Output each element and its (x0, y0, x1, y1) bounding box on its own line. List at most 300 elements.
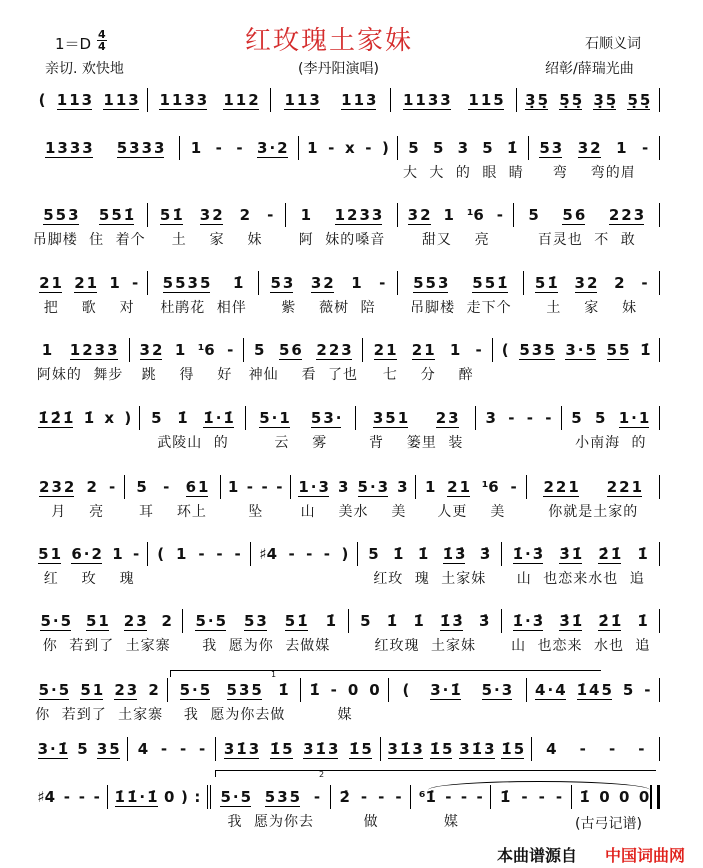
note-symbol: 3 (318, 477, 329, 496)
source-site: 中国词曲网 (605, 846, 686, 865)
note-symbol: · (631, 408, 637, 427)
note-symbol: · (192, 680, 198, 699)
beam-group (482, 681, 513, 700)
beam-group (195, 612, 226, 631)
score-row (30, 737, 660, 785)
note-symbol: · (139, 787, 146, 806)
measure-notes (291, 475, 416, 499)
note-symbol: 5 (534, 273, 546, 292)
note-symbol: 2 (323, 273, 334, 292)
note-symbol: 5 (360, 612, 371, 630)
note-symbol: 1̇ (269, 739, 281, 758)
lyric (30, 162, 180, 184)
beam-group (40, 612, 71, 631)
note-symbol: 2 (151, 340, 163, 359)
note-symbol: 2 (74, 273, 85, 292)
note-symbol: 5 (484, 273, 496, 292)
note-symbol: 1 (353, 90, 365, 109)
measure-notes (356, 406, 476, 430)
measure-notes (30, 271, 148, 295)
score-row (30, 338, 660, 386)
measure-notes (532, 737, 660, 761)
score-row (30, 88, 660, 136)
measure-notes (259, 271, 398, 295)
note-symbol: 3̇ (479, 545, 491, 563)
beam-group (45, 139, 93, 158)
beam-group (70, 341, 118, 360)
note-symbol: - (360, 788, 368, 806)
note-symbol: 1̇ (393, 545, 404, 563)
note-symbol: · (525, 611, 531, 630)
lyric: 坠 (248, 504, 264, 520)
note-symbol: · (310, 477, 317, 496)
note-symbol: 3̇ (559, 611, 570, 630)
measure (502, 542, 661, 590)
note-symbol: · (547, 680, 554, 699)
note-symbol: ) (381, 139, 389, 157)
note-symbol: - (93, 788, 100, 806)
measure-notes (358, 542, 501, 566)
measure-notes (529, 136, 660, 160)
note-symbol: 3 (129, 138, 140, 157)
note-symbol: 2 (347, 205, 358, 224)
note-symbol: - (276, 478, 283, 496)
note-symbol: - (306, 545, 313, 563)
note-symbol: 5 (284, 611, 296, 630)
note-symbol: 2 (435, 408, 447, 427)
note-symbol: - (288, 545, 295, 563)
note-symbol: 5 (38, 544, 49, 563)
note-symbol: 5 (562, 205, 573, 224)
time-signature (97, 29, 107, 52)
measure-notes (180, 136, 298, 160)
beam-group (430, 681, 461, 700)
note-symbol: - (638, 740, 645, 758)
note-symbol: 5 (43, 205, 54, 224)
note-symbol: ¹6 (466, 206, 484, 224)
note-symbol: 0 (599, 788, 610, 806)
beam-group (335, 206, 383, 225)
note-symbol: · (577, 340, 584, 359)
lyric (299, 162, 398, 184)
note-symbol: · (335, 408, 342, 427)
note-symbol: 5 (361, 739, 372, 758)
note-symbol: 4 (589, 680, 600, 699)
measure (411, 785, 491, 833)
beam-group (565, 341, 596, 360)
lyric: 七 分 醉 (382, 367, 474, 383)
measure (30, 271, 148, 319)
note-symbol: 4 (555, 680, 566, 699)
note-symbol: 3 (457, 139, 469, 157)
volta-label: 1 (271, 670, 277, 679)
note-symbol: 5 (385, 408, 396, 427)
measure (148, 88, 270, 136)
measure-notes (391, 88, 516, 112)
note-symbol: 6 (291, 340, 302, 359)
lyric: 跳 得 好 (141, 367, 233, 383)
note-symbol: · (525, 544, 531, 563)
beam-group (447, 478, 470, 497)
lyric: 山 美水 美 (300, 504, 407, 520)
note-symbol: 5 (357, 477, 368, 496)
lyric (491, 811, 571, 833)
note-symbol: - (395, 788, 402, 806)
note-symbol: 3 (501, 680, 513, 699)
note-symbol: 5 (215, 611, 227, 630)
note-symbol: 1̇ (417, 545, 429, 563)
measure (291, 475, 416, 523)
measure (148, 542, 250, 590)
note-symbol: 3 (37, 739, 48, 758)
note-symbol: 1̇ (172, 205, 183, 224)
note-symbol: 2 (373, 340, 385, 359)
measure (30, 542, 148, 590)
note-symbol: 3 (448, 408, 459, 427)
lyricist: 石顺义词 (585, 36, 641, 52)
lyric: 做 (363, 814, 379, 830)
note-symbol: 2̇ (598, 544, 609, 563)
measure-notes (108, 785, 210, 809)
note-symbol: 1̇ (386, 612, 398, 630)
measure (517, 88, 660, 136)
note-symbol: 5 (253, 341, 265, 359)
note-symbol: 1̇ (223, 408, 234, 427)
note-symbol: 1̇ (315, 739, 326, 758)
beam-group (279, 341, 302, 360)
note-symbol: 2 (161, 612, 172, 630)
note-symbol: - (313, 788, 321, 806)
beam-group (163, 274, 211, 293)
measure-notes (398, 271, 523, 295)
note-symbol: 3 (68, 205, 79, 224)
measure (148, 271, 258, 319)
beam-group (436, 409, 459, 428)
measure (532, 737, 660, 785)
note-symbol: 1̇ (637, 545, 648, 563)
beam-group (535, 274, 558, 293)
measure (108, 785, 210, 833)
measure (168, 678, 300, 726)
beam-group (559, 545, 582, 564)
measure-notes (30, 338, 130, 362)
lyric: 山 也恋来 水也 追 (511, 638, 651, 654)
lyric (180, 162, 298, 184)
note-symbol: 5 (60, 611, 72, 630)
volta-label: 2 (319, 770, 325, 779)
measure-notes (30, 203, 148, 227)
score-row (30, 609, 660, 657)
note-symbol: 1 (50, 544, 62, 563)
measure-notes (30, 542, 148, 566)
note-symbol: - (78, 788, 85, 806)
note-symbol: 1̇ (497, 273, 508, 292)
note-symbol: 5 (259, 408, 270, 427)
beam-group (97, 740, 120, 759)
note-symbol: 5 (425, 273, 436, 292)
note-symbol: 5̣ (559, 90, 570, 109)
measure (130, 338, 243, 386)
note-symbol: 3̣ (525, 90, 536, 109)
beam-group (559, 612, 582, 631)
measure (216, 737, 382, 785)
beam-group (468, 91, 503, 110)
note-symbol: - (63, 788, 70, 806)
measure-notes (211, 785, 331, 809)
beam-group (311, 409, 342, 428)
note-symbol: 1̇ (399, 739, 411, 758)
measure-notes (221, 475, 291, 499)
beam-group (535, 681, 566, 700)
lyric: 背 篓里 装 (369, 435, 464, 451)
note-symbol: - (267, 206, 274, 224)
measure-notes (524, 271, 660, 295)
beam-group (513, 612, 544, 631)
note-symbol: 5 (195, 611, 206, 630)
lyric: 山 也恋来水也 追 (516, 571, 645, 587)
note-symbol: 1 (92, 680, 104, 699)
lyric (30, 811, 108, 833)
beam-group (577, 681, 612, 700)
note-symbol: 1 (176, 545, 187, 563)
measure-notes (493, 338, 660, 362)
note-symbol: 2̇ (339, 788, 350, 806)
note-symbol: ( (402, 681, 410, 699)
note-symbol: - (215, 139, 222, 157)
lyric: 云 雾 (274, 435, 328, 451)
note-symbol: 5 (493, 90, 504, 109)
beam-group (578, 139, 601, 158)
note-symbol: - (642, 139, 649, 157)
note-symbol: 5 (368, 545, 379, 563)
note-symbol: 3 (154, 138, 165, 157)
note-symbol: - (496, 206, 504, 224)
note-symbol: 5 (179, 680, 191, 699)
lyric: 吊脚楼 住 着个 (32, 232, 146, 248)
note-symbol: 1̇ (83, 409, 95, 427)
note-symbol: 0 (619, 788, 630, 806)
note-symbol: 2̇ (50, 408, 61, 427)
note-symbol: - (521, 788, 528, 806)
note-symbol: 3 (223, 739, 235, 758)
lyric (30, 432, 140, 454)
note-symbol: 3̇ (478, 612, 490, 630)
note-symbol: 1̇ (579, 788, 590, 806)
note-symbol: 1 (86, 273, 98, 292)
note-symbol: 5 (270, 273, 281, 292)
note-symbol: 5 (413, 273, 424, 292)
note-symbol: · (83, 544, 90, 563)
beam-group (539, 139, 562, 158)
lyric (527, 704, 660, 726)
note-symbol: 1̇ (123, 205, 135, 224)
composer: 绍彰/薛瑞光曲 (545, 61, 634, 77)
note-symbol: ( (38, 91, 46, 109)
beam-group (200, 206, 223, 225)
note-symbol: 5 (408, 139, 419, 157)
note-symbol: ♯4 (259, 545, 278, 563)
lyric (30, 114, 148, 136)
measure (502, 609, 661, 657)
measure-notes (517, 88, 660, 112)
note-symbol: 5 (136, 478, 147, 496)
note-symbol: 1 (56, 90, 68, 109)
note-symbol: 3 (139, 340, 150, 359)
note-symbol: - (236, 139, 243, 157)
note-symbol: 1̇ (547, 273, 558, 292)
note-symbol: - (476, 788, 483, 806)
note-symbol: 0 (369, 681, 380, 699)
beam-group (440, 612, 463, 631)
beam-group (186, 478, 209, 497)
note-symbol: 1 (341, 90, 352, 109)
note-symbol: - (508, 409, 515, 427)
note-symbol: - (365, 139, 372, 157)
note-symbol: 3 (371, 205, 383, 224)
note-symbol: - (261, 478, 268, 496)
beam-group (38, 545, 61, 564)
note-symbol: 5 (289, 787, 301, 806)
lyric: 小南海 的 (575, 435, 647, 451)
beam-group (559, 91, 582, 110)
lyric: 武陵山 的 (157, 435, 229, 451)
measure (514, 203, 660, 251)
note-symbol: 2 (586, 273, 598, 292)
beam-group (513, 545, 544, 564)
beam-group (472, 274, 507, 293)
lyric (148, 568, 250, 590)
note-symbol: 1̇ (309, 681, 320, 699)
note-symbol: 3 (81, 90, 93, 109)
note-symbol: - (163, 478, 170, 496)
score-row (30, 670, 660, 726)
measure (211, 785, 331, 833)
note-symbol: : (194, 788, 201, 806)
score-row (30, 203, 660, 251)
note-symbol: 1̇ (413, 612, 424, 630)
beam-group (543, 478, 578, 497)
note-symbol: 1̇ (126, 787, 138, 806)
note-symbol: 5 (240, 787, 252, 806)
beam-group (311, 274, 334, 293)
measure (259, 271, 398, 319)
note-symbol: 2 (63, 477, 75, 496)
note-symbol: 3 (359, 205, 370, 224)
note-symbol: 1̇ (177, 409, 188, 427)
beam-group (115, 788, 158, 807)
note-symbol: - (510, 478, 517, 496)
note-symbol: 1̇ (278, 681, 289, 699)
lyric (493, 364, 660, 386)
measure-notes (476, 406, 561, 430)
beam-group (316, 341, 351, 360)
measure-notes (30, 88, 148, 112)
beam-group (38, 740, 69, 759)
note-symbol: · (442, 680, 449, 699)
measure (244, 338, 363, 386)
note-symbol: 1 (103, 90, 114, 109)
note-symbol: 1 (159, 90, 170, 109)
note-symbol: 2 (621, 205, 632, 224)
note-symbol: 3̇ (559, 544, 570, 563)
note-symbol: 2 (39, 273, 50, 292)
measure (524, 271, 660, 319)
note-symbol: 0 (638, 788, 650, 806)
note-symbol: 1̇ (471, 739, 483, 758)
note-symbol: 3 (551, 138, 563, 157)
note-symbol: - (608, 740, 616, 758)
beam-group (627, 91, 650, 110)
note-symbol: 1̇ (297, 611, 308, 630)
note-symbol: 3 (126, 680, 138, 699)
note-symbol: 2 (91, 544, 102, 563)
measure-notes (30, 678, 168, 702)
score-row (30, 542, 660, 590)
beam-group (575, 274, 598, 293)
beam-group (124, 612, 147, 631)
note-symbol: 5 (264, 787, 276, 806)
measure-notes (502, 609, 661, 633)
note-symbol: 3 (199, 205, 211, 224)
measure (527, 475, 660, 523)
measure (128, 737, 215, 785)
measure (30, 609, 183, 657)
note-symbol: 1̇ (512, 544, 524, 563)
note-symbol: - (379, 274, 386, 292)
note-symbol: 1 (69, 90, 80, 109)
measure-notes (416, 475, 526, 499)
measure (30, 475, 125, 523)
measure (286, 203, 398, 251)
lyric (389, 704, 526, 726)
beam-group (74, 274, 97, 293)
note-symbol: ( (157, 545, 165, 563)
note-symbol: 4 (137, 740, 149, 758)
song-title: 红玫瑰土家妹 (245, 26, 414, 56)
note-symbol: 3 (485, 409, 496, 427)
note-symbol: 5 (98, 205, 110, 224)
measure-notes (216, 737, 382, 761)
lyric: 土 家 妹 (546, 300, 638, 316)
note-symbol: 3 (128, 90, 139, 109)
note-symbol: 1 (616, 139, 627, 157)
performer: (李丹阳演唱) (298, 61, 379, 77)
note-symbol: 2̇ (598, 611, 609, 630)
measure (398, 271, 523, 319)
beam-group (408, 206, 431, 225)
note-symbol: 1̇ (571, 544, 583, 563)
measure (391, 88, 516, 136)
score-row (30, 770, 660, 833)
beam-group (619, 409, 650, 428)
note-symbol: 3 (387, 739, 398, 758)
lyric: 耳 环上 (138, 504, 207, 520)
beam-group (270, 274, 293, 293)
lyric: 把 歌 对 (43, 300, 135, 316)
lyric: 我 愿为你去 (227, 814, 314, 830)
lyric: 杜鹃花 相伴 (160, 300, 247, 316)
note-symbol: ⁶1̇ (418, 788, 436, 806)
note-symbol: 3 (257, 138, 268, 157)
note-symbol: 5 (199, 273, 211, 292)
note-symbol: 3 (341, 340, 352, 359)
beam-group (341, 91, 376, 110)
note-symbol: 3 (633, 205, 645, 224)
measure-notes (299, 136, 398, 160)
note-symbol: · (51, 680, 57, 699)
key-signature: 1＝D (55, 35, 92, 53)
measure (30, 785, 108, 833)
